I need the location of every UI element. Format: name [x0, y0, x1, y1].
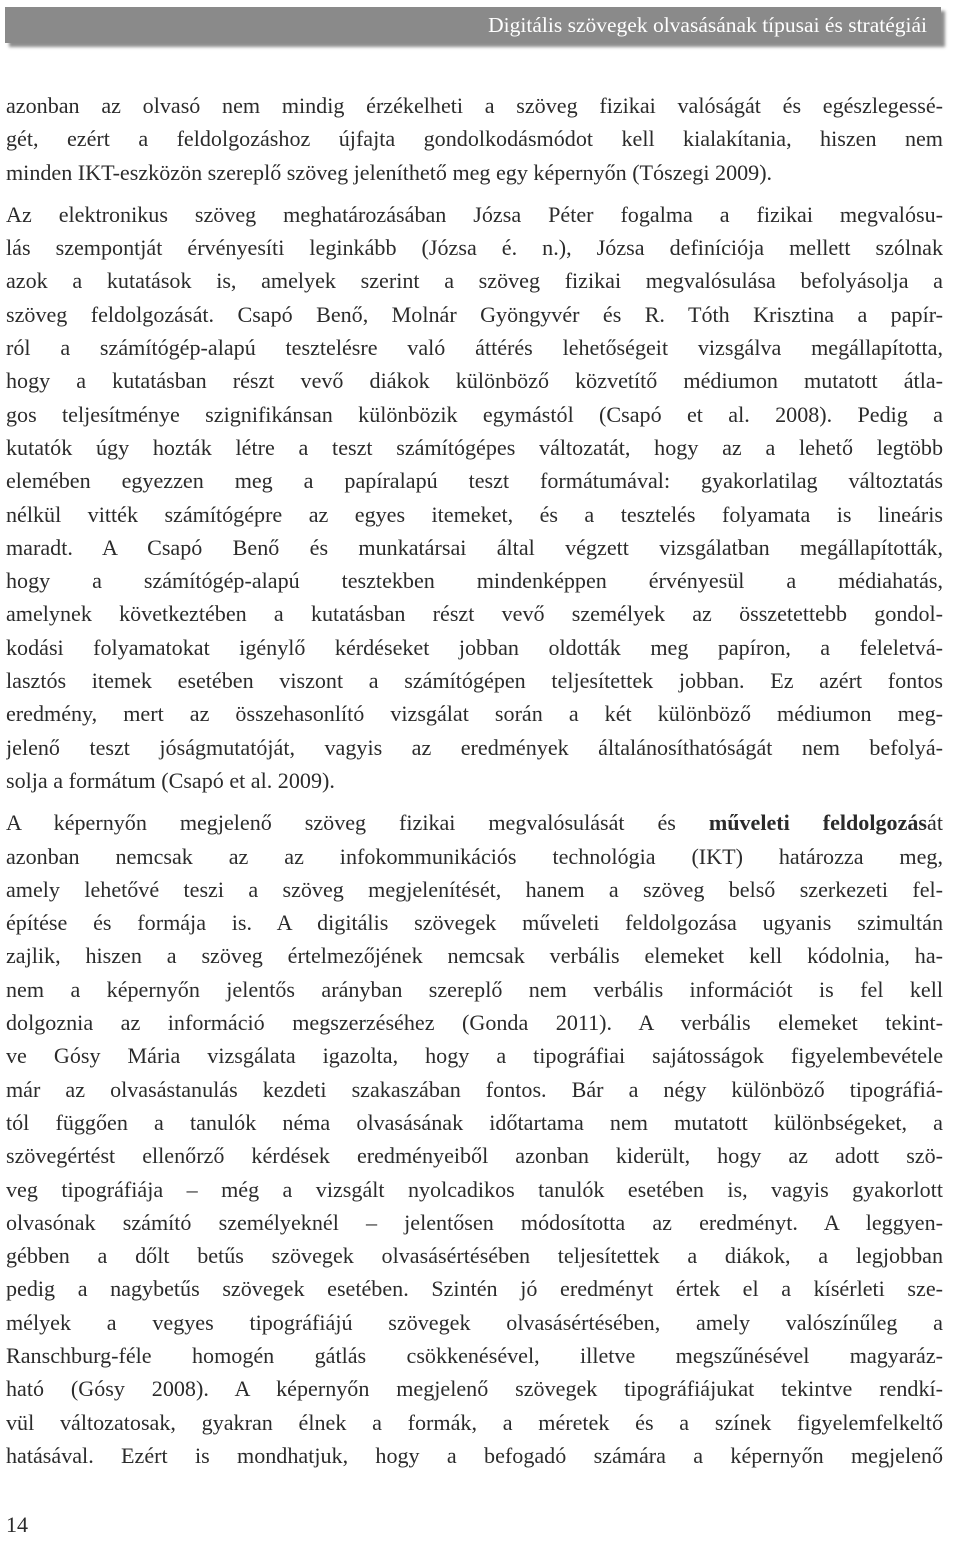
body-text: [6, 89, 943, 1472]
text-run: kodási folyamatokat igénylő kérdéseket jobban oldották meg papíron, a feleletvá-: [6, 634, 943, 660]
text-line: [6, 597, 943, 630]
text-line: [6, 1406, 943, 1439]
text-run: szöveg feldolgozását. Csapó Benő, Molnár Gyöngyvér és R. Tóth Krisztina a papír-: [6, 301, 943, 327]
text-line: [6, 806, 943, 839]
text-line: [6, 531, 943, 564]
text-line: [6, 731, 943, 764]
text-line: [6, 231, 943, 264]
text-line: [6, 1139, 943, 1172]
text-line: [6, 973, 943, 1006]
text-run: nélkül vitték számítógépre az egyes itemeket, és a tesztelés folyamata is lineáris: [6, 501, 943, 527]
text-run: kutatók úgy hozták létre a teszt számítógépes változatát, hogy az a lehető legtöbb: [6, 434, 943, 460]
text-line: [6, 331, 943, 364]
text-run: ról a számítógép-alapú tesztelésre való áttérés lehetőségeit vizsgálva megállapította,: [6, 335, 943, 361]
text-run: mélyek a vegyes tipográfiájú szövegek olvasásértésében, amely valószínűleg a: [6, 1309, 943, 1335]
text-run: pedig a nagybetűs szövegek esetében. Szintén jó eredményt értek el a kísérleti sze-: [6, 1276, 943, 1302]
text-run: veg tipográfiája – még a vizsgált nyolcadikos tanulók esetében is, vagyis gyakorlott: [6, 1176, 943, 1202]
text-line: [6, 664, 943, 697]
text-run: gos teljesítménye szignifikánsan különbözik egymástól (Csapó et al. 2008). Pedig a: [6, 401, 943, 427]
text-run: dolgoznia az információ megszerzéséhez (Gonda 2011). A verbális elemeket tekint-: [6, 1010, 943, 1036]
page-number: 14: [6, 1512, 28, 1537]
running-header: [5, 7, 941, 43]
text-line: [6, 398, 943, 431]
text-run: olvasónak számító személyeknél – jelentősen módosította az eredményt. A leggyen-: [6, 1209, 943, 1235]
text-line: [6, 431, 943, 464]
text-line: [6, 631, 943, 664]
text-run: tól függően a tanulók néma olvasásának időtartama nem mutatott különbségeket, a: [6, 1109, 943, 1135]
text-line: [6, 939, 943, 972]
text-run: maradt. A Csapó Benő és munkatársai által végzett vizsgálatban megállapították,: [6, 534, 943, 560]
text-run: lasztós itemek esetében viszont a számítógépen teljesítettek jobban. Ez azért fontos: [6, 668, 943, 694]
text-run: gét, ezért a feldolgozáshoz újfajta gondolkodásmódot kell kialakítania, hiszen nem: [6, 126, 943, 152]
text-run: át: [927, 810, 943, 836]
text-line: [6, 840, 943, 873]
text-line: [6, 1439, 943, 1472]
text-run: gébben a dőlt betűs szövegek olvasásértésében teljesítettek a diákok, a legjobban: [6, 1243, 943, 1269]
text-line: [6, 906, 943, 939]
text-run: Az elektronikus szöveg meghatározásában Józsa Péter fogalma a fizikai megvalósu-: [6, 201, 943, 227]
text-line: [6, 1372, 943, 1405]
paragraph: [6, 198, 943, 797]
text-run: már az olvasástanulás kezdeti szakaszában fontos. Bár a négy különböző tipográfiá-: [6, 1076, 943, 1102]
text-run: solja a formátum (Csapó et al. 2009).: [6, 767, 335, 793]
text-line: [6, 1173, 943, 1206]
paragraph: [6, 89, 943, 189]
bold-term: műveleti feldolgozás: [708, 810, 928, 836]
text-run: ható (Gósy 2008). A képernyőn megjelenő szövegek tipográfiájukat tekintve rendkí-: [6, 1376, 943, 1402]
text-run: építése és formája is. A digitális szövegek műveleti feldolgozása ugyanis szimultán: [6, 910, 943, 936]
text-line: [6, 464, 943, 497]
text-run: A képernyőn megjelenő szöveg fizikai megvalósulását és: [6, 810, 709, 836]
text-line: [6, 1339, 943, 1372]
text-line: [6, 697, 943, 730]
text-line: [6, 122, 943, 155]
text-line: [6, 364, 943, 397]
text-run: szövegértést ellenőrző kérdések eredményeiből azonban kiderült, hogy az adott szö-: [6, 1143, 943, 1169]
text-line: [6, 764, 943, 797]
text-line: [6, 1106, 943, 1139]
text-run: Ranschburg-féle homogén gátlás csökkenésével, illetve megszűnésével magyaráz-: [6, 1342, 943, 1368]
text-run: amelynek következtében a kutatásban részt vevő személyek az összetettebb gondol-: [6, 601, 943, 627]
text-run: minden IKT-eszközön szereplő szöveg jeleníthető meg egy képernyőn (Tószegi 2009).: [6, 159, 773, 185]
text-line: [6, 564, 943, 597]
text-run: jelenő teszt jóságmutatóját, vagyis az eredmények általánosíthatóságát nem befolyá-: [6, 734, 943, 760]
text-line: [6, 156, 943, 189]
text-line: [6, 1206, 943, 1239]
text-line: [6, 1073, 943, 1106]
text-run: hatásával. Ezért is mondhatjuk, hogy a befogadó számára a képernyőn megjelenő: [6, 1442, 943, 1468]
text-run: vül változatosak, gyakran élnek a formák, a méretek és a színek figyelemfelkeltő: [6, 1409, 943, 1435]
text-line: [6, 1006, 943, 1039]
text-line: [6, 198, 943, 231]
text-run: zajlik, hiszen a szöveg értelmezőjének nemcsak verbális elemeket kell kódolnia, ha-: [6, 943, 943, 969]
text-run: nem a képernyőn jelentős arányban szereplő nem verbális információt is fel kell: [6, 976, 943, 1002]
text-run: hogy a kutatásban részt vevő diákok különböző közvetítő médiumon mutatott átla-: [6, 368, 943, 394]
text-run: azonban nemcsak az az infokommunikációs technológia (IKT) határozza meg,: [6, 843, 943, 869]
text-line: [6, 1306, 943, 1339]
text-line: [6, 298, 943, 331]
text-run: eredmény, mert az összehasonlító vizsgálat során a két különböző médiumon meg-: [6, 701, 943, 727]
text-run: lás szempontját érvényesíti leginkább (Józsa é. n.), Józsa definíciója mellett szólnak: [6, 235, 943, 261]
text-run: ve Gósy Mária vizsgálata igazolta, hogy a tipográfiai sajátosságok figyelembevétele: [6, 1043, 943, 1069]
text-line: [6, 498, 943, 531]
text-line: [6, 1239, 943, 1272]
text-run: elemében egyezzen meg a papíralapú teszt formátumával: gyakorlatilag változtatás: [6, 468, 943, 494]
text-run: azonban az olvasó nem mindig érzékelheti a szöveg fizikai valóságát és egészlegessé-: [6, 93, 943, 118]
text-line: [6, 1039, 943, 1072]
text-run: hogy a számítógép-alapú tesztekben mindenképpen érvényesül a médiahatás,: [6, 568, 943, 594]
text-line: [6, 264, 943, 297]
text-run: amely lehetővé teszi a szöveg megjelenítését, hanem a szöveg belső szerkezeti fel-: [6, 876, 943, 902]
text-run: azok a kutatások is, amelyek szerint a szöveg fizikai megvalósulása befolyásolja a: [6, 268, 943, 294]
text-line: [6, 1272, 943, 1305]
running-header-title: Digitális szövegek olvasásának típusai és stratégiái: [488, 12, 927, 37]
paragraph: [6, 806, 943, 1472]
text-line: [6, 89, 943, 122]
text-line: [6, 873, 943, 906]
